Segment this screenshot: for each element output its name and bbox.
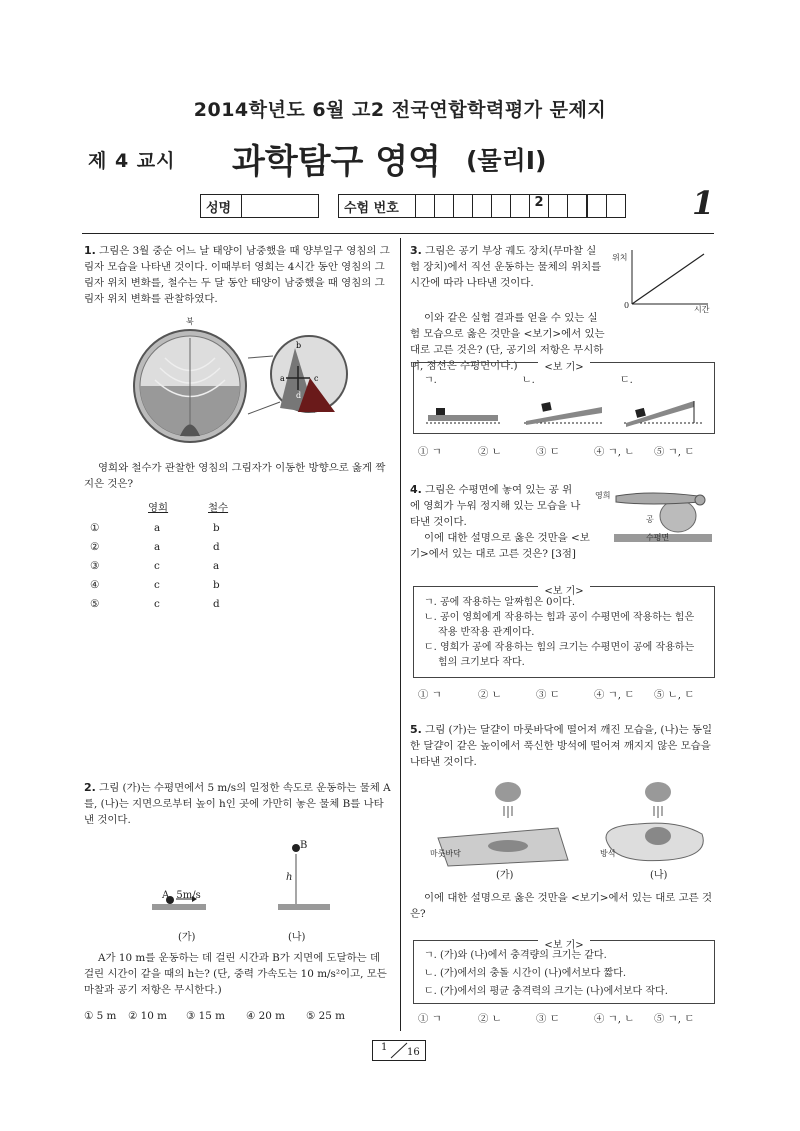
answer-table-header xyxy=(90,500,290,520)
exam-number-field xyxy=(338,194,626,218)
answer-younghee: c xyxy=(154,560,160,572)
question-text: 그림 (가)는 수평면에서 5 m/s의 일정한 속도로 운동하는 물체 A를, (나)는 지면으로부터 높이 h인 곳에 가만히 놓은 물체 B를 나타낸 것이다. xyxy=(84,782,391,826)
answer-options xyxy=(418,686,714,701)
name-label: 성명 xyxy=(201,195,242,217)
exam-number-cell xyxy=(416,195,435,217)
answer-number: ⑤ xyxy=(90,598,100,610)
dir-c-label: c xyxy=(314,374,319,383)
bogi-title: <보 기> xyxy=(538,586,589,597)
period-label: 제 4 교시 xyxy=(88,150,176,172)
question-1-prompt: 영희와 철수가 관찰한 영침의 그림자가 이동한 방향으로 옳게 짝지은 것은? xyxy=(84,462,386,490)
option-4[interactable]: ④ ㄱ, ㄷ xyxy=(594,689,635,701)
exam-number-digit: 2 xyxy=(530,195,549,217)
bogi-box xyxy=(413,362,715,434)
question-number: 3. xyxy=(410,244,422,257)
exam-number-cell xyxy=(549,195,568,217)
object-a-label xyxy=(162,888,201,903)
page-number: 1 xyxy=(692,184,715,222)
option-3[interactable]: ③ ㄷ xyxy=(536,689,560,701)
dir-a-label: a xyxy=(280,374,285,383)
answer-number: ② xyxy=(90,541,100,553)
option-5[interactable]: ⑤ ㄱ, ㄷ xyxy=(654,1013,695,1025)
bogi-item-3: ㄷ. xyxy=(620,375,633,386)
bogi-title: <보 기> xyxy=(538,362,589,373)
page-current: 1 xyxy=(381,1042,388,1053)
option-2[interactable]: ② ㄴ xyxy=(478,1013,502,1025)
option-4[interactable]: ④ ㄱ, ㄴ xyxy=(594,1013,635,1025)
answer-options xyxy=(84,1010,392,1022)
name-field xyxy=(200,194,319,218)
page-indicator xyxy=(372,1040,426,1061)
track-setups xyxy=(414,363,714,433)
question-1 xyxy=(84,243,392,307)
col-header-cheolsu: 철수 xyxy=(208,502,229,514)
exam-number-cell xyxy=(511,195,530,217)
dir-b-label: b xyxy=(296,341,302,350)
option-5[interactable]: ⑤ 25 m xyxy=(306,1010,345,1022)
answer-younghee: a xyxy=(154,522,161,534)
answer-younghee: c xyxy=(154,579,160,591)
object-b-label: B xyxy=(300,840,308,851)
graph-origin: 0 xyxy=(624,301,630,310)
exam-number-cell xyxy=(607,195,625,217)
option-1[interactable]: ① ㄱ xyxy=(418,689,442,701)
caption-na: (나) xyxy=(288,932,306,943)
exam-number-cell xyxy=(588,195,607,217)
column-divider xyxy=(400,238,401,1031)
north-label: 북 xyxy=(186,317,194,326)
question-text: 그림은 수평면에 놓여 있는 공 위에 영희가 누워 정지해 있는 모습을 나타낸 것이다. xyxy=(410,484,581,528)
bogi-item-1: ㄱ. (가)와 (나)에서 충격량의 크기는 같다. xyxy=(424,950,607,961)
bogi-items xyxy=(424,595,706,670)
question-5-prompt: 이에 대한 설명으로 옳은 것만을 <보기>에서 있는 대로 고른 것은? xyxy=(410,892,713,920)
answer-cheolsu: a xyxy=(213,560,220,572)
answer-row[interactable] xyxy=(90,520,290,539)
option-3[interactable]: ③ ㄷ xyxy=(536,1013,560,1025)
bogi-title: <보 기> xyxy=(538,940,589,951)
height-label: h xyxy=(286,872,293,883)
exam-number-cell xyxy=(568,195,588,217)
bogi-box xyxy=(413,586,715,678)
exam-number-label: 수험 번호 xyxy=(339,195,416,217)
exam-number-cell xyxy=(454,195,473,217)
figure-floor-label: 마룻바닥 xyxy=(430,849,461,858)
speed-label: 5m/s xyxy=(176,890,201,901)
question-5 xyxy=(410,722,716,770)
bogi-item-2: ㄴ. 공이 영희에게 작용하는 힘과 공이 수평면에 작용하는 힘은 작용 반작용 관계이다. xyxy=(424,612,695,638)
name-box xyxy=(242,195,318,217)
figure-floor-label: 수평면 xyxy=(646,533,670,542)
question-text: 그림 (가)는 달걀이 마룻바닥에 떨어져 깨진 모습을, (나)는 동일한 달걀이 같은 높이에서 푹신한 방석에 떨어져 깨지지 않은 모습을 나타낸 것이다. xyxy=(410,724,712,768)
exam-number-cell xyxy=(435,195,454,217)
answer-cheolsu: b xyxy=(213,579,220,591)
bogi-box xyxy=(413,940,715,1004)
answer-younghee: c xyxy=(154,598,160,610)
question-number: 5. xyxy=(410,723,422,736)
question-2-prompt: A가 10 m를 운동하는 데 걸린 시간과 B가 지면에 도달하는 데 걸린 시간이 같을 때의 h는? (단, 중력 가속도는 10 m/s²이고, 모든 마찰과 공기 저항은 무시한다.) xyxy=(84,952,387,996)
bogi-item-2: ㄴ. (가)에서의 충돌 시간이 (나)에서보다 짧다. xyxy=(424,968,627,979)
answer-row[interactable] xyxy=(90,596,290,615)
bogi-item-1: ㄱ. 공에 작용하는 알짜힘은 0이다. xyxy=(424,597,576,608)
caption-ga: (가) xyxy=(178,932,196,943)
answer-row[interactable] xyxy=(90,558,290,577)
exam-number-cell xyxy=(492,195,511,217)
question-number: 4. xyxy=(410,483,422,496)
graph-y-label: 위치 xyxy=(612,253,628,262)
subsubject-title: (물리Ⅰ) xyxy=(466,146,547,175)
option-1[interactable]: ① ㄱ xyxy=(418,446,442,458)
option-3[interactable]: ③ ㄷ xyxy=(536,446,560,458)
sundial-figure xyxy=(130,318,350,448)
answer-options xyxy=(418,443,714,458)
dir-d-label: d xyxy=(296,391,302,400)
option-2[interactable]: ② ㄴ xyxy=(478,689,502,701)
answer-number: ③ xyxy=(90,560,100,572)
answer-cheolsu: d xyxy=(213,541,220,553)
option-3[interactable]: ③ 15 m xyxy=(186,1010,225,1022)
answer-options xyxy=(418,1010,714,1025)
egg-figure xyxy=(418,778,708,868)
answer-row[interactable] xyxy=(90,577,290,596)
option-4[interactable]: ④ 20 m xyxy=(246,1010,285,1022)
option-1[interactable]: ① 5 m xyxy=(84,1010,117,1022)
bogi-item-1: ㄱ. xyxy=(424,375,437,386)
question-number: 1. xyxy=(84,244,96,257)
exam-number-cell xyxy=(473,195,492,217)
bogi-item-3: ㄷ. (가)에서의 평균 충격력의 크기는 (나)에서보다 작다. xyxy=(424,986,668,997)
option-2[interactable]: ② ㄴ xyxy=(478,446,502,458)
page-total: 16 xyxy=(407,1047,420,1058)
label-a: A xyxy=(162,890,170,901)
question-4-prompt: 이에 대한 설명으로 옳은 것만을 <보기>에서 있는 대로 고른 것은? [3점] xyxy=(410,532,590,560)
bogi-items xyxy=(424,947,706,1001)
answer-number: ④ xyxy=(90,579,100,591)
answer-cheolsu: b xyxy=(213,522,220,534)
question-text: 이와 같은 실험 결과를 얻을 수 있는 실험 모습으로 옳은 것만을 <보기>에서 있는 대로 고른 것은? (단, 공기의 저항은 무시하며, 점선은 수평면이다.) xyxy=(410,312,605,372)
subject-title: 과학탐구 영역 xyxy=(232,142,441,182)
question-2 xyxy=(84,780,392,828)
option-4[interactable]: ④ ㄱ, ㄴ xyxy=(594,446,635,458)
question-4 xyxy=(410,482,582,530)
spacer xyxy=(410,294,712,310)
question-text: 그림은 3월 중순 어느 날 태양이 남중했을 때 양부일구 영침의 그림자 모습을 나타낸 것이다. 이때부터 영희는 4시간 동안 영침의 그림자 위치 변화를, 철수는 두 달 동안 태양이 남중했을 때 영침의 그림자 위치 변화를 관찰하였다. xyxy=(84,245,390,305)
col-header-younghee: 영희 xyxy=(148,502,169,514)
question-3 xyxy=(410,243,606,291)
figure-ball-label: 공 xyxy=(646,515,654,524)
caption-na: (나) xyxy=(650,870,668,881)
answer-table xyxy=(90,500,290,615)
bogi-item-2: ㄴ. xyxy=(522,375,535,386)
answer-cheolsu: d xyxy=(213,598,220,610)
exam-title: 2014학년도 6월 고2 전국연합학력평가 문제지 xyxy=(193,99,607,121)
figure-cushion-label: 방석 xyxy=(600,849,616,858)
answer-row[interactable] xyxy=(90,539,290,558)
option-2[interactable]: ② 10 m xyxy=(128,1010,167,1022)
question-text: 그림은 공기 부상 궤도 장치(무마찰 실험 장치)에서 직선 운동하는 물체의 위치를 시간에 따라 나타낸 것이다. xyxy=(410,245,602,289)
answer-number: ① xyxy=(90,522,100,534)
caption-ga: (가) xyxy=(496,870,514,881)
question-number: 2. xyxy=(84,781,96,794)
figure-younghee-label: 영희 xyxy=(595,491,611,500)
option-5[interactable]: ⑤ ㄴ, ㄷ xyxy=(654,689,695,701)
bogi-item-3: ㄷ. 영희가 공에 작용하는 힘의 크기는 수평면이 공에 작용하는 힘의 크기보다 작다. xyxy=(424,642,695,668)
graph-x-label: 시간 xyxy=(694,305,710,314)
option-5[interactable]: ⑤ ㄱ, ㄷ xyxy=(654,446,695,458)
option-1[interactable]: ① ㄱ xyxy=(418,1013,442,1025)
header-rule xyxy=(82,233,714,234)
answer-younghee: a xyxy=(154,541,161,553)
